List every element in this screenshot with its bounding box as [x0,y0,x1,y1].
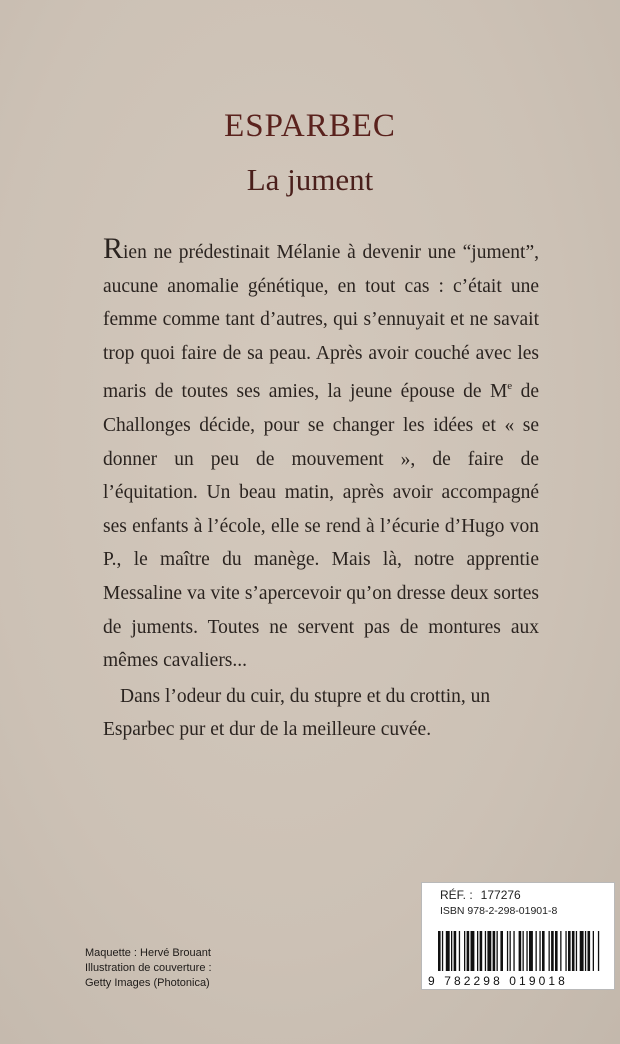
blurb-paragraph-1 [103,232,539,678]
credit-design: Maquette : Hervé Brouant [85,947,211,959]
superscript-e: e [507,380,513,393]
barcode-digits: 9 782298 019018 [428,974,568,988]
barcode-sticker [421,882,615,990]
ref-label: RÉF. : [440,888,473,902]
isbn-number: ISBN 978-2-298-01901-8 [440,905,558,917]
author-name: ESPARBEC [224,108,396,144]
book-title: La jument [246,162,374,197]
credit-illustration-label: Illustration de couverture : [85,962,212,974]
blurb-text-b: de Challonges décide, pour se changer les idées et « se donner un peu de mouvement », de faire de l’équitation. Un beau matin, après avoir accompagné ses enfants à l’école, elle se rend à l’écurie d’Hugo von P., le maître du manège. Mais là, notre apprentie Messaline va vite s’apercevoir qu’on dresse deux sortes de juments. Toutes ne servent pas de montures aux mêmes cavaliers... [103,381,539,672]
ref-value: 177276 [480,888,521,902]
back-cover-blurb [103,232,539,747]
credits [85,946,212,991]
credit-illustration-source: Getty Images (Photonica) [85,977,210,989]
barcode-icon [428,931,608,975]
ref-number [440,888,521,902]
blurb-text-a: ien ne prédestinait Mélanie à devenir une “jument”, aucune anomalie génétique, en tout cas : c’était une femme comme tant d’autres, qui s’ennuyait et ne savait trop quoi faire de sa peau. Après avoir couché avec les maris de toutes ses amies, la jeune épouse de M [103,242,539,403]
blurb-paragraph-2: Dans l’odeur du cuir, du stupre et du crottin, un Esparbec pur et dur de la meilleure cuvée. [103,685,491,741]
drop-cap: R [103,232,124,265]
